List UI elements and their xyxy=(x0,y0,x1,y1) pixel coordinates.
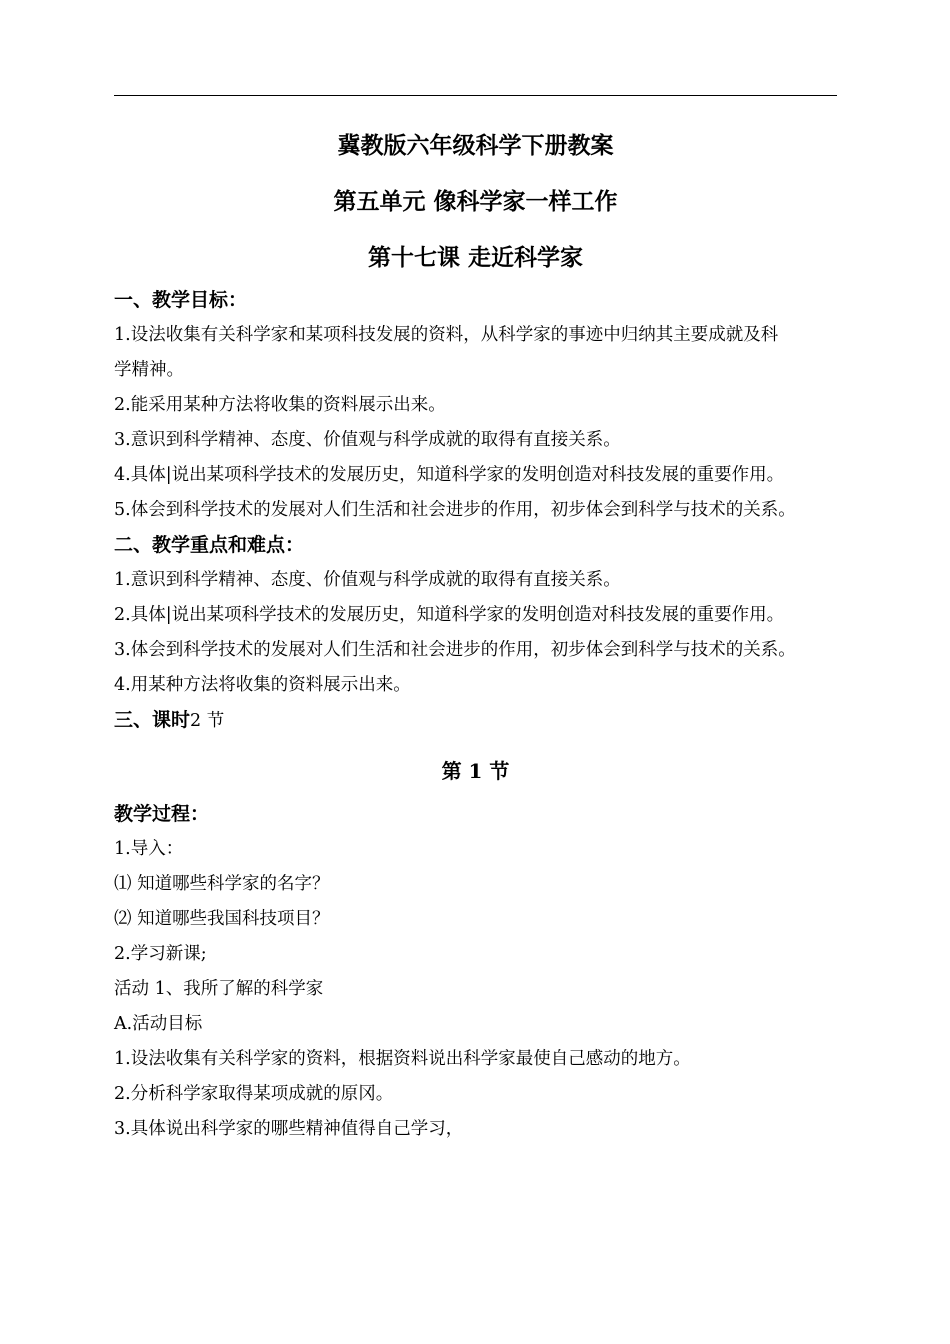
key-point-line: 3.体会到科学技术的发展对人们生活和社会进步的作用，初步体会到科学与技术的关系。 xyxy=(114,640,796,660)
objective-line: 学精神。 xyxy=(114,360,184,380)
document-content xyxy=(114,128,854,1147)
unit-title: 第五单元 像科学家一样工作 xyxy=(333,188,618,215)
section-1-title: 第 1 节 xyxy=(441,759,510,783)
process-line: ⑴ 知道哪些科学家的名字？ xyxy=(114,874,330,894)
objective-line: 5.体会到科学技术的发展对人们生活和社会进步的作用，初步体会到科学与技术的关系。 xyxy=(114,500,796,520)
process-line: A.活动目标 xyxy=(114,1014,203,1034)
periods-value: 2 节 xyxy=(190,711,225,731)
objectives-heading: 一、教学目标： xyxy=(114,289,248,311)
key-points-heading: 二、教学重点和难点： xyxy=(114,534,305,556)
lesson-title: 第十七课 走近科学家 xyxy=(367,244,583,271)
header-rule xyxy=(114,95,837,96)
process-line: 活动 1、我所了解的科学家 xyxy=(114,979,324,999)
key-point-line: 2.具体|说出某项科学技术的发展历史，知道科学家的发明创造对科技发展的重要作用。 xyxy=(114,605,785,625)
objective-line: 3.意识到科学精神、态度、价值观与科学成就的取得有直接关系。 xyxy=(114,430,621,450)
process-line: ⑵ 知道哪些我国科技项目？ xyxy=(114,909,330,929)
objective-line: 1.设法收集有关科学家和某项科技发展的资料，从科学家的事迹中归纳其主要成就及科 xyxy=(114,325,779,345)
objective-line: 4.具体|说出某项科学技术的发展历史，知道科学家的发明创造对科技发展的重要作用。 xyxy=(114,465,785,485)
periods-label: 三、课时 xyxy=(114,709,191,731)
process-line: 3.具体说出科学家的哪些精神值得自己学习， xyxy=(114,1119,464,1139)
objective-line: 2.能采用某种方法将收集的资料展示出来。 xyxy=(114,395,446,415)
process-line: 2.分析科学家取得某项成就的原冈。 xyxy=(114,1084,394,1104)
key-point-line: 1.意识到科学精神、态度、价值观与科学成就的取得有直接关系。 xyxy=(114,570,621,590)
process-line: 1.导入： xyxy=(114,839,184,859)
process-heading: 教学过程： xyxy=(114,803,210,825)
process-line: 1.设法收集有关科学家的资料，根据资料说出科学家最使自己感动的地方。 xyxy=(114,1049,691,1069)
process-line: 2.学习新课; xyxy=(114,944,207,964)
periods-heading xyxy=(114,703,854,738)
document-title: 冀教版六年级科学下册教案 xyxy=(337,132,614,159)
key-point-line: 4.用某种方法将收集的资料展示出来。 xyxy=(114,675,411,695)
